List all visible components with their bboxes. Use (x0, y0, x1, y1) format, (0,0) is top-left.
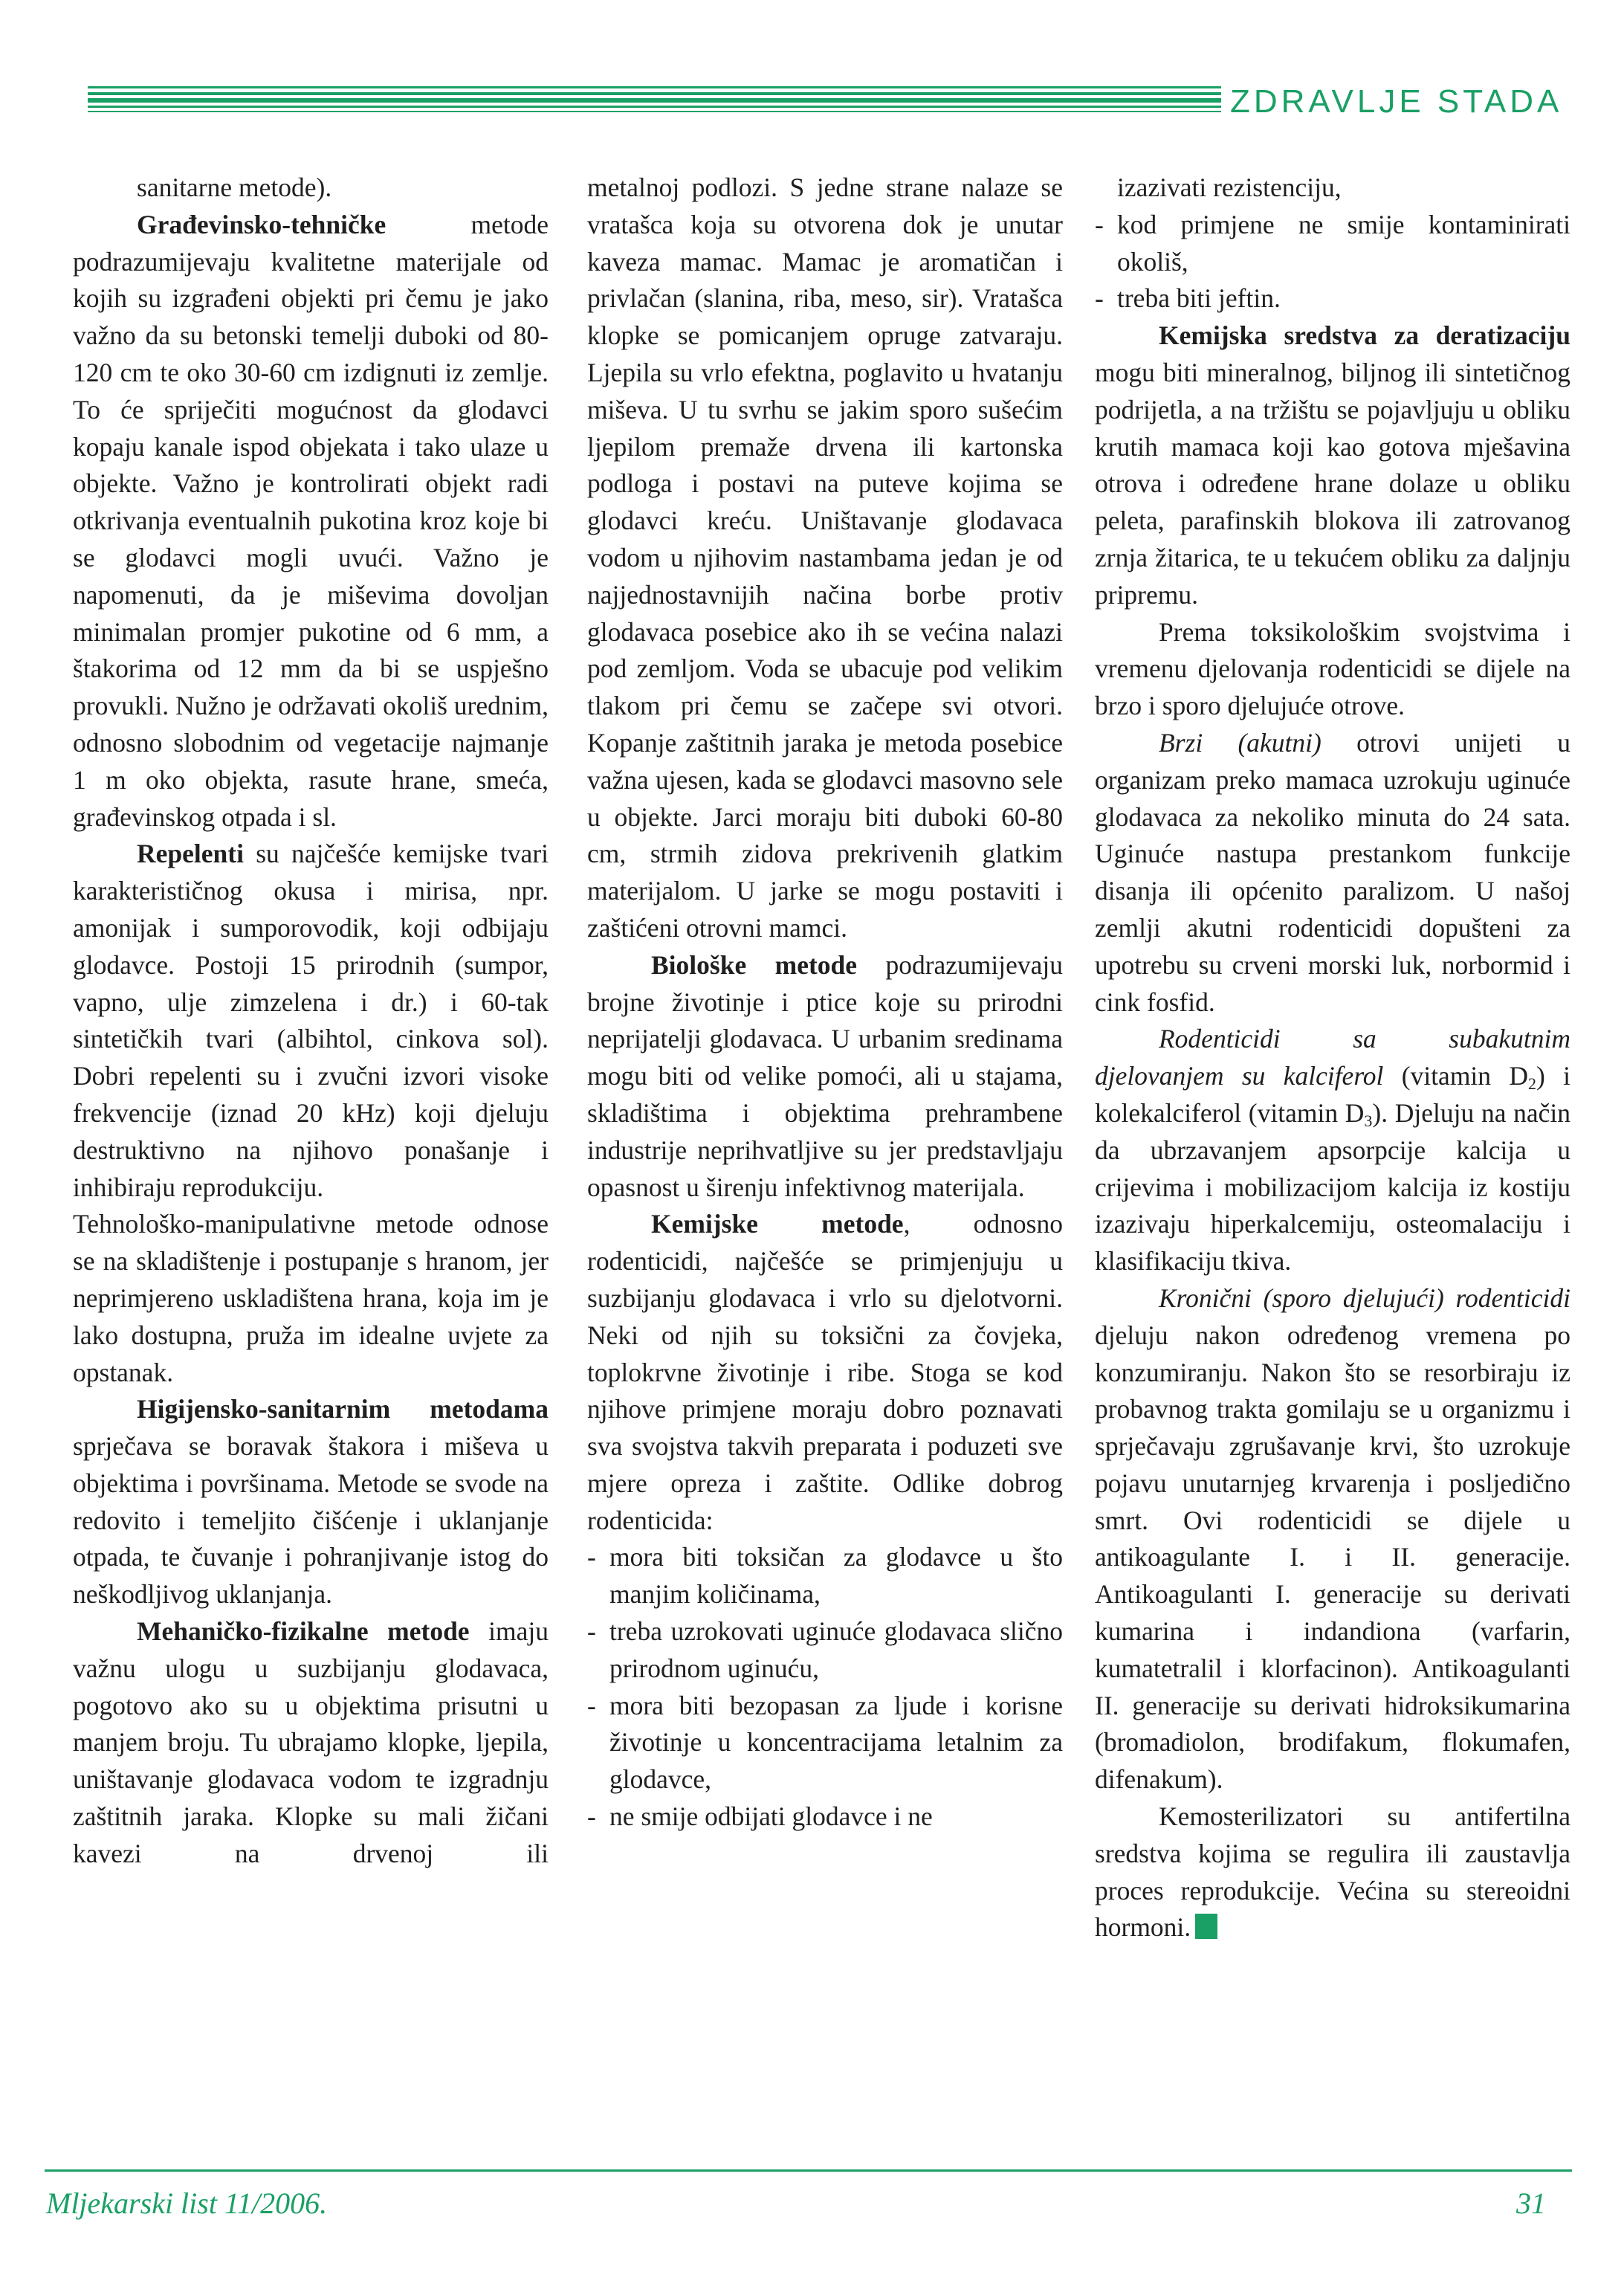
footer-rule (45, 2169, 1572, 2172)
end-of-article-square-icon (1195, 1914, 1217, 1939)
paragraph: Kemijska sredstva za deratizaciju mogu biti mineralnog, biljnog ili sintetičnog podrijetla, a na tržištu se pojavljuju u obliku krutih mamaca koji kao gotova mješavina otrova i određene hrane dolaze u obliku peleta, parafinskih blokova ili zatrovanog zrnja žitarica, te u tekućem obliku za daljnju pripremu. (1095, 320, 1570, 610)
article-column-2 (587, 170, 1063, 1836)
list-item: - treba uzrokovati uginuće glodavaca slično prirodnom uginuću, (587, 1616, 1063, 1683)
paragraph: Kemosterilizatori su antifertilna sredstva kojima se regulira ili zaustavlja proces reprodukcije. Većina su stereoidni hormoni. (1095, 1801, 1570, 1943)
term: Biološke metode (651, 949, 858, 980)
list-item: - treba biti jeftin. (1095, 283, 1281, 314)
journal-issue: Mljekarski list 11/2006. (46, 2187, 328, 2220)
term: Repelenti (137, 839, 244, 869)
paragraph: sanitarne metode). (137, 172, 332, 202)
paragraph: Građevinsko-tehničke metode podrazumijevaju kvalitetne materijale od kojih su izgrađeni objekti pri čemu je jako važno da su betonski temelji duboki od 80-120 cm te oko 30-60 cm izdignuti iz zemlje. To će spriječiti mogućnost da glodavci kopaju kanale ispod objekata i tako ulaze u objekte. Važno je kontrolirati objekt radi otkrivanja eventualnih pukotina kroz koje bi se glodavci mogli uvući. Važno je napomenuti, da je miševima dovoljan minimalan promjer pukotine od 6 mm, a štakorima od 12 mm da bi se uspješno provukli. Nužno je održavati okoliš urednim, odnosno slobodnim od vegetacije najmanje 1 m oko objekta, rasute hrane, smeća, građevinskog otpada i sl. (73, 209, 549, 832)
paragraph: izazivati rezistenciju, (1117, 172, 1342, 202)
section-title: ZDRAVLJE STADA (1230, 83, 1563, 120)
list-item: - mora biti toksičan za glodavce u što manjim količinama, (587, 1542, 1063, 1610)
paragraph: Brzi (akutni) otrovi unijeti u organizam preko mamaca uzrokuju uginuće glodavaca za nekoliko minuta do 24 sata. Uginuće nastupa prestankom funkcije disanja ili općenito paralizom. U našoj zemlji akutni rodenticidi dopušteni za upotrebu su crveni morski luk, norbormid i cink fosfid. (1095, 727, 1570, 1017)
term: Kemijske metode (651, 1209, 904, 1239)
paragraph: Biološke metode podrazumijevaju brojne životinje i ptice koje su prirodni neprijatelji glodavaca. U urbanim sredinama mogu biti od velike pomoći, ali u stajama, skladištima i objektima prehrambene industrije neprihvatljive su jer predstavljaju opasnost u širenju infektivnog materijala. (587, 949, 1063, 1202)
list-item: - mora biti bezopasan za ljude i korisne životinje u koncentracijama letalnim za glodavce, (587, 1690, 1063, 1795)
paragraph: Repelenti su najčešće kemijske tvari karakterističnog okusa i mirisa, npr. amonijak i sumporovodik, koji odbijaju glodavce. Postoji 15 prirodnih (sumpor, vapno, ulje zimzelena i dr.) i 60-tak sintetičkih tvari (albihtol, cinkova sol). Dobri repelenti su i zvučni izvori visoke frekvencije (iznad 20 kHz) koji djeluju destruktivno na njihovo ponašanje i inhibiraju reprodukciju. (73, 839, 549, 1202)
paragraph: Tehnološko-manipulativne metode odnose se na skladištenje i postupanje s hranom, jer neprimjereno uskladištena hrana, koja im je lako dostupna, pruža im idealne uvjete za opstanak. (73, 1209, 549, 1387)
term: Higijensko-sanitarnim metodama (137, 1394, 549, 1424)
paragraph: metalnoj podlozi. S jedne strane nalaze se vratašca koja su otvorena dok je unutar kaveza mamac. Mamac je aromatičan i privlačan (slanina, riba, meso, sir). Vratašca klopke se pomicanjem opruge zatvaraju. Ljepila su vrlo efektna, poglavito u hvatanju miševa. U tu svrhu se jakim sporo sušećim ljepilom premaže drvena ili kartonska podloga i postavi na puteve kojima se glodavci kreću. Uništavanje glodavaca vodom u njihovim nastambama jedan je od najjednostavnijih načina borbe protiv glodavaca posebice ako ih se većina nalazi pod zemljom. Voda se ubacuje pod velikim tlakom pri čemu se začepe svi otvori. Kopanje zaštitnih jaraka je metoda posebice važna ujesen, kada se glodavci masovno sele u objekte. Jarci moraju biti duboki 60-80 cm, strmih zidova prekrivenih glatkim materijalom. U jarke se mogu postaviti i zaštićeni otrovni mamci. (587, 172, 1063, 943)
paragraph: Kronični (sporo djelujući) rodenticidi djeluju nakon određenog vremena po konzumiranju. Nakon što se resorbiraju iz probavnog trakta gomilaju se u organizmu i sprječavaju zgrušavanje krvi, što uzrokuje pojavu unutarnjeg krvarenja i posljedično smrt. Ovi rodenticidi se dijele u antikoagulante I. i II. generacije. Antikoagulanti I. generacije su derivati kumarina i indandiona (varfarin, kumatetralil i klorfacinon). Antikoagulanti II. generacije su derivati hidroksikumarina (bromadiolon, brodifakum, flokumafen, difenakum). (1095, 1282, 1570, 1795)
list-item: - ne smije odbijati glodavce i ne (587, 1801, 933, 1832)
paragraph: Mehaničko-fizikalne metode imaju važnu ulogu u suzbijanju glodavaca, pogotovo ako su u objektima prisutni u manjem broju. Tu ubrajamo klopke, ljepila, uništavanje glodavaca vodom te izgradnju zaštitnih jaraka. Klopke su mali žičani kavezi na drvenoj ili (73, 1616, 549, 1868)
paragraph: Kemijske metode, odnosno rodenticidi, najčešće se primjenjuju u suzbijanju glodavaca i vrlo su djelotvorni. Neki od njih su toksični za čovjeka, toplokrvne životinje i ribe. Stoga se kod njihove primjene moraju dobro poznavati sva svojstva takvih preparata i poduzeti sve mjere opreza i zaštite. Odlike dobrog rodenticida: (587, 1209, 1063, 1535)
article-column-3 (1095, 170, 1570, 1946)
header-rule (88, 86, 1221, 117)
term: Kemijska sredstva za deratizaciju (1159, 320, 1570, 351)
term: Brzi (akutni) (1159, 727, 1321, 758)
paragraph: Prema toksikološkim svojstvima i vremenu djelovanja rodenticidi se dijele na brzo i sporo djelujuće otrove. (1095, 616, 1570, 721)
term: Kronični (sporo djelujući) rodenticidi (1159, 1282, 1570, 1313)
term: Građevinsko-tehničke (137, 209, 386, 239)
page-number: 31 (1516, 2187, 1546, 2220)
paragraph: Rodenticidi sa subakutnim djelovanjem su kalciferol (vitamin $D_2$) i kolekalciferol (vitamin $D_3$). Djeluju na način da ubrzavanjem apsorpcije kalcija u crijevima i mobilizacijom kalcija iz kostiju izazivaju hiperkalcemiju, osteomalaciju i klasifikaciju tkiva. (1095, 1024, 1571, 1277)
article-column-1 (73, 170, 549, 1873)
term: Mehaničko-fizikalne metode (137, 1616, 470, 1647)
term: Rodenticidi sa subakutnim djelovanjem su kalciferol (1095, 1024, 1570, 1091)
list-item: - kod primjene ne smije kontaminirati okoliš, (1095, 209, 1570, 277)
paragraph: Higijensko-sanitarnim metodama sprječava se boravak štakora i miševa u objektima i površinama. Metode se svode na redovito i temeljito čišćenje i uklanjanje otpada, te čuvanje i pohranjivanje istog do neškodljivog uklanjanja. (73, 1394, 549, 1610)
